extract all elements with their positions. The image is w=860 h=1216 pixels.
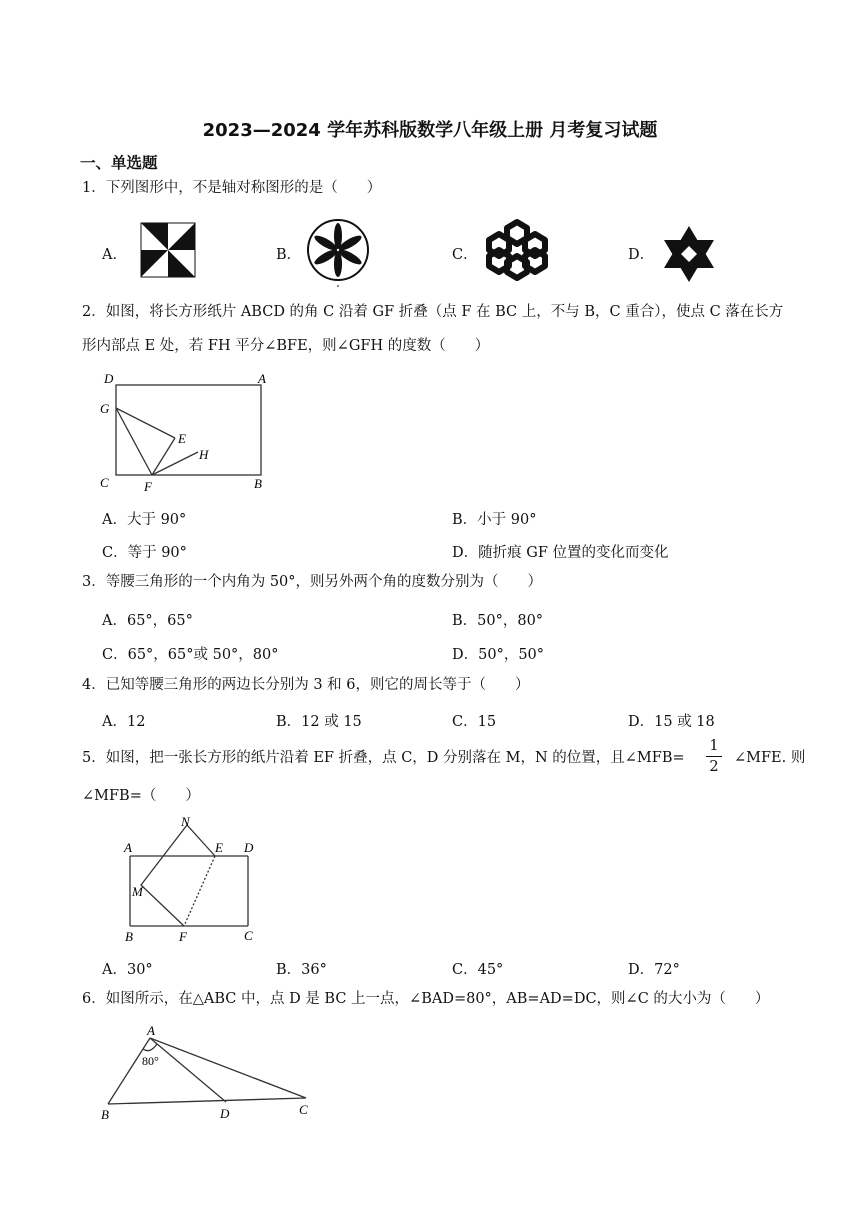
q6-angle-label: 80° bbox=[142, 1054, 159, 1068]
question-4-text: 4．已知等腰三角形的两边长分别为 3 和 6，则它的周长等于（ ） bbox=[82, 677, 530, 693]
fraction-numerator: 1 bbox=[709, 738, 719, 754]
q2-option-c: C．等于 90° bbox=[102, 545, 187, 561]
q4-option-b: B．12 或 15 bbox=[276, 714, 362, 730]
q2-label-h: H bbox=[199, 447, 209, 462]
q3-option-b: B．50°，80° bbox=[452, 613, 544, 629]
q6-label-d: D bbox=[220, 1106, 230, 1121]
q5-label-a: A bbox=[124, 840, 132, 855]
flower-circle-figure bbox=[306, 218, 370, 288]
question-2-line-2: 形内部点 E 处，若 FH 平分∠BFE，则∠GFH 的度数（ ） bbox=[82, 338, 490, 354]
six-point-star-figure bbox=[660, 224, 718, 284]
q5-label-n: N bbox=[181, 815, 190, 829]
q3-option-a: A．65°，65° bbox=[102, 613, 193, 629]
q5-fold-diagram bbox=[118, 815, 268, 945]
q5-label-c: C bbox=[244, 928, 253, 943]
question-5-line-2: ∠MFB=（ ） bbox=[82, 788, 200, 804]
q5-label-b: B bbox=[125, 929, 133, 944]
page-title: 2023—2024 学年苏科版数学八年级上册 月考复习试题 bbox=[202, 120, 658, 141]
q2-label-f: F bbox=[144, 479, 152, 494]
section-heading: 一、单选题 bbox=[80, 154, 158, 172]
question-6-text: 6．如图所示，在△ABC 中，点 D 是 BC 上一点，∠BAD=80°，AB=AD=DC，则∠C 的大小为（ ） bbox=[82, 991, 770, 1007]
q3-option-d: D．50°，50° bbox=[452, 647, 545, 663]
q5-option-a: A．30° bbox=[102, 962, 153, 978]
fraction-bar bbox=[706, 756, 722, 757]
q6-triangle-diagram bbox=[96, 1022, 320, 1126]
q5-option-b: B．36° bbox=[276, 962, 327, 978]
fraction bbox=[706, 737, 722, 776]
q2-label-d: D bbox=[104, 371, 114, 386]
q2-option-d: D．随折痕 GF 位置的变化而变化 bbox=[452, 545, 669, 561]
q1-option-a-label: A． bbox=[102, 247, 127, 263]
q4-option-a: A．12 bbox=[102, 714, 146, 730]
q1-option-d-label: D． bbox=[628, 247, 655, 263]
question-1-text: 1．下列图形中，不是轴对称图形的是（ ） bbox=[82, 180, 382, 196]
q5-label-d: D bbox=[244, 840, 254, 855]
q6-label-b: B bbox=[101, 1107, 109, 1122]
q2-label-a: A bbox=[258, 371, 266, 386]
q5-label-e: E bbox=[215, 840, 223, 855]
q2-option-b: B．小于 90° bbox=[452, 512, 537, 528]
q3-option-c: C．65°，65°或 50°，80° bbox=[102, 647, 279, 663]
hexagon-ring-figure bbox=[482, 216, 552, 284]
question-2-line-1: 2．如图，将长方形纸片 ABCD 的角 C 沿着 GF 折叠（点 F 在 BC 上，不与 B，C 重合），使点 C 落在长方 bbox=[82, 304, 784, 320]
question-5-line-1-start: 5．如图，把一张长方形的纸片沿着 EF 折叠，点 C，D 分别落在 M，N 的位置，且∠MFB= bbox=[82, 750, 685, 766]
q2-label-e: E bbox=[178, 431, 186, 446]
q4-option-c: C．15 bbox=[452, 714, 497, 730]
q2-label-g: G bbox=[100, 401, 110, 416]
q5-label-f: F bbox=[179, 929, 187, 944]
q5-option-c: C．45° bbox=[452, 962, 504, 978]
fraction-denominator: 2 bbox=[709, 759, 719, 775]
q1-option-b-label: B． bbox=[276, 247, 302, 263]
q5-option-d: D．72° bbox=[628, 962, 680, 978]
q4-option-d: D．15 或 18 bbox=[628, 714, 715, 730]
pinwheel-figure bbox=[140, 222, 196, 278]
q6-label-a: A bbox=[147, 1023, 155, 1038]
question-5-line-1-end: ∠MFE. 则 bbox=[734, 750, 806, 766]
q2-label-b: B bbox=[254, 476, 262, 491]
q1-option-c-label: C． bbox=[452, 247, 478, 263]
q2-label-c: C bbox=[100, 475, 109, 490]
q6-label-c: C bbox=[299, 1102, 308, 1117]
question-3-text: 3．等腰三角形的一个内角为 50°，则另外两个角的度数分别为（ ） bbox=[82, 574, 543, 590]
q2-option-a: A．大于 90° bbox=[102, 512, 187, 528]
q2-fold-diagram bbox=[98, 370, 274, 494]
q5-label-m: M bbox=[132, 884, 143, 899]
